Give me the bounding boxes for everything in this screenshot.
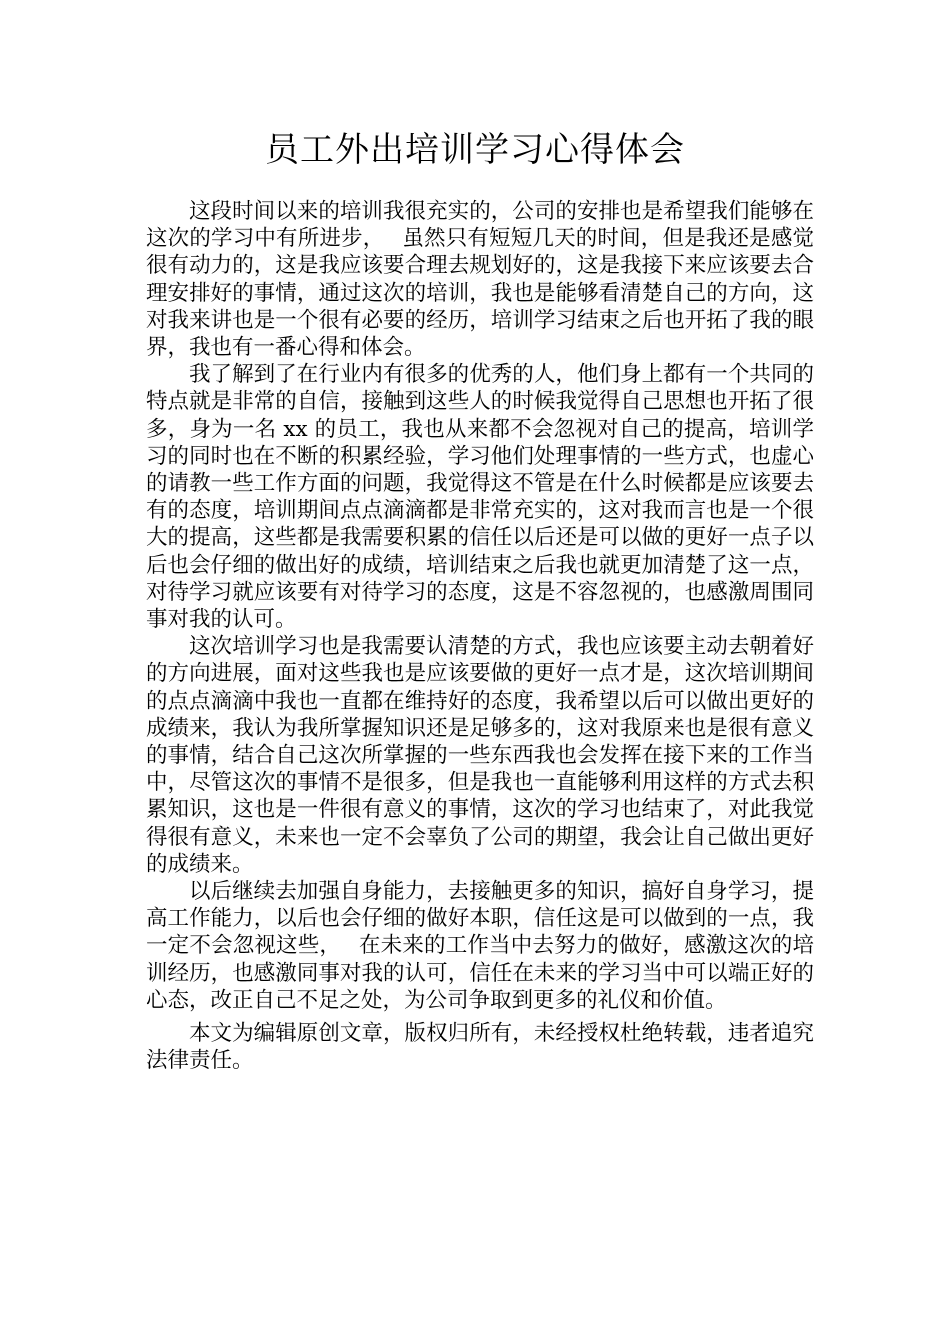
document-body [146,198,814,1014]
body-paragraph-2: 我了解到了在行业内有很多的优秀的人，他们身上都有一个共同的特点就是非常的自信，接触到这些人的时候我觉得自己思想也开拓了很多，身为一名 xx 的员工，我也从来都不会忽视对自己的提高，培训学习的同时也在不断的积累经验，学习他们处理事情的一些方式，也虚心的请教一些工作方面的问题，我觉得这不管是在什么时候都是应该要去有的态度，培训期间点点滴滴都是非常充实的，这对我而言也是一个很大的提高，这些都是我需要积累的信任以后还是可以做的更好一点子以后也会仔细的做出好的成绩，培训结束之后我也就更加清楚了这一点，对待学习就应该要有对待学习的态度，这是不容忽视的，也感激周围同事对我的认可。 [146,362,814,633]
body-paragraph-3: 这次培训学习也是我需要认清楚的方式，我也应该要主动去朝着好的方向进展，面对这些我也是应该要做的更好一点才是，这次培训期间的点点滴滴中我也一直都在维持好的态度，我希望以后可以做出更好的成绩来，我认为我所掌握知识还是足够多的，这对我原来也是很有意义的事情，结合自己这次所掌握的一些东西我也会发挥在接下来的工作当中，尽管这次的事情不是很多，但是我也一直能够利用这样的方式去积累知识，这也是一件很有意义的事情，这次的学习也结束了，对此我觉得很有意义，未来也一定不会辜负了公司的期望，我会让自己做出更好的成绩来。 [146,634,814,877]
body-paragraph-4: 以后继续去加强自身能力，去接触更多的知识，搞好自身学习，提高工作能力，以后也会仔细的做好本职，信任这是可以做到的一点，我一定不会忽视这些， 在未来的工作当中去努力的做好，感激这次的培训经历，也感激同事对我的认可，信任在未来的学习当中可以端正好的心态，改正自己不足之处，为公司争取到更多的礼仪和价值。 [146,879,814,1013]
copyright-notice: 本文为编辑原创文章，版权归所有，未经授权杜绝转载，违者追究法律责任。 [146,1021,814,1074]
document-title: 员工外出培训学习心得体会 [265,130,685,170]
body-paragraph-1: 这段时间以来的培训我很充实的，公司的安排也是希望我们能够在这次的学习中有所进步， 虽然只有短短几天的时间，但是我还是感觉很有动力的，这是我应该要合理去规划好的，这是我接下来应该要去合理安排好的事情，通过这次的培训，我也是能够看清楚自己的方向，这对我来讲也是一个很有必要的经历，培训学习结束之后也开拓了我的眼界，我也有一番心得和体会。 [146,199,814,361]
